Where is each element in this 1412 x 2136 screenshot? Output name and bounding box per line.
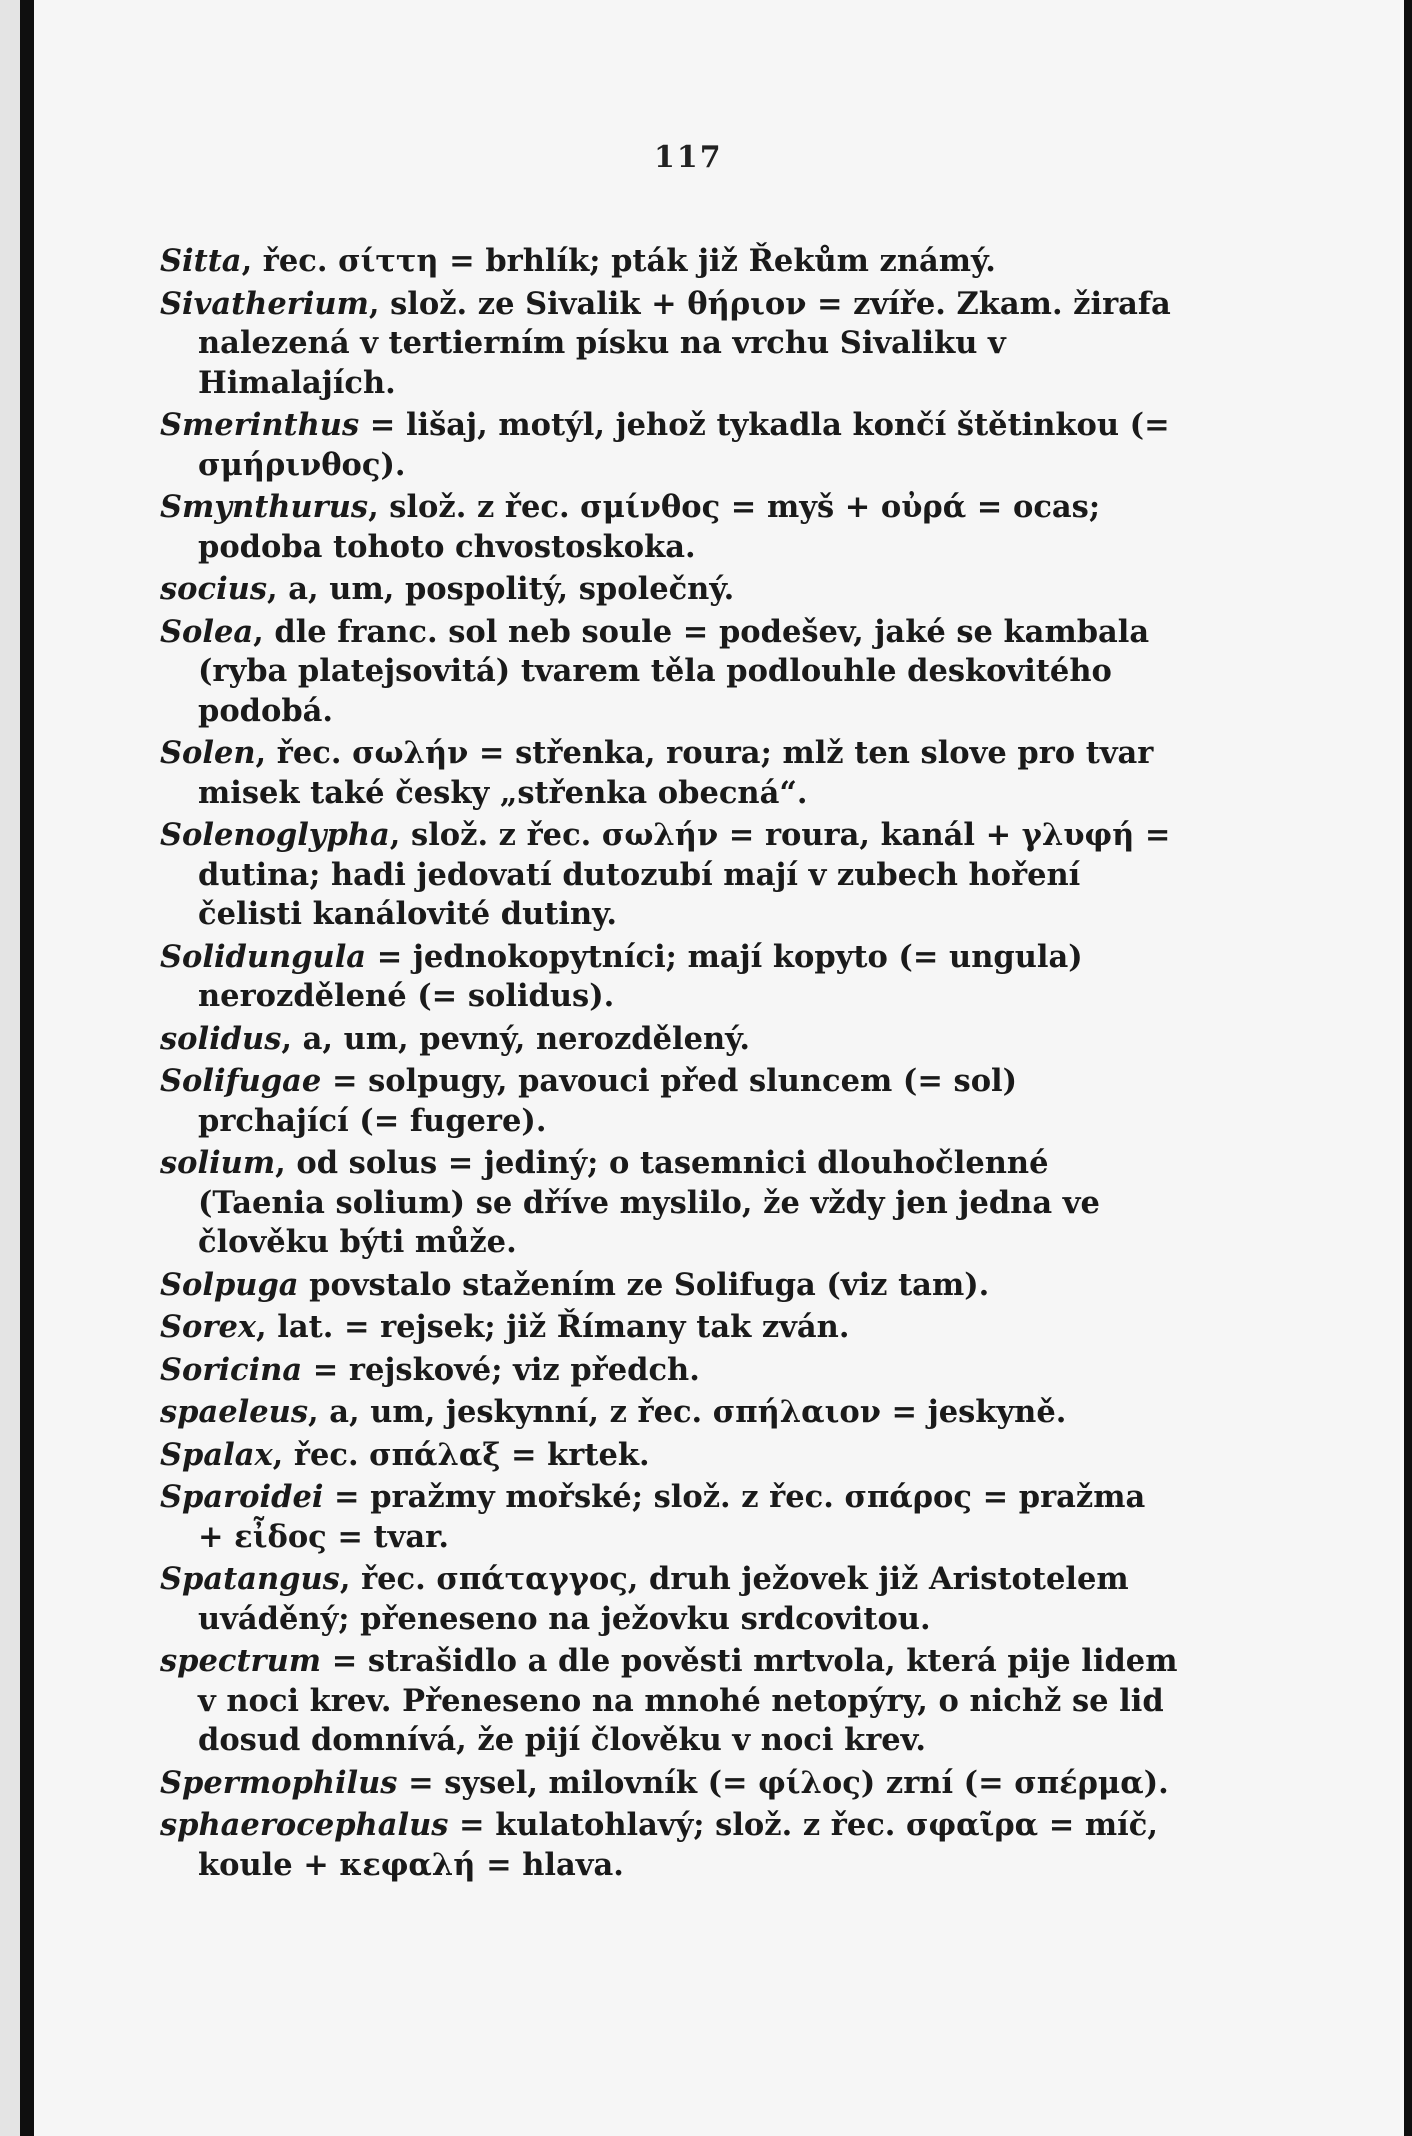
entry-term: sphaerocephalus — [160, 1807, 449, 1843]
entry-definition: = pražmy mořské; slož. z řec. σπάρος = pražma + εἶδος = tvar. — [198, 1479, 1146, 1555]
entry-definition: , a, um, jeskynní, z řec. σπήλαιον = jeskyně. — [308, 1394, 1067, 1430]
entry-term: spaeleus — [160, 1394, 309, 1430]
entry-definition: , dle franc. sol neb soule = podešev, jaké se kambala (ryba platejsovitá) tvarem těla podlouhle deskovitého podobá. — [198, 613, 1150, 729]
glossary-entry — [160, 1144, 1178, 1263]
entry-definition: , slož. ze Sivalik + θήριον = zvíře. Zkam. žirafa nalezená v tertierním písku na vrchu Sivaliku v Himalajích. — [198, 285, 1171, 401]
entry-term: solium — [160, 1145, 276, 1181]
entry-term: Sorex — [160, 1309, 257, 1345]
entry-definition: , a, um, pospolitý, společný. — [267, 571, 735, 607]
glossary-entry — [160, 1308, 1178, 1348]
glossary-entry — [160, 242, 1178, 282]
entry-term: Sivatherium — [160, 285, 369, 322]
entry-term: Solea — [160, 613, 254, 650]
book-spine-edge — [0, 0, 20, 2136]
entry-definition: , lat. = rejsek; již Římany tak zván. — [256, 1309, 850, 1345]
entry-definition: = lišaj, motýl, jehož tykadla končí štětinkou (= σμήρινθος). — [198, 407, 1170, 483]
entry-term: Solidungula — [160, 938, 367, 975]
entry-term: Solen — [160, 735, 256, 771]
entry-definition: = strašidlo a dle pověsti mrtvola, která pije lidem v noci krev. Přeneseno na mnohé netopýry, o nichž se lid dosud domnívá, že pijí člověku v noci krev. — [198, 1643, 1178, 1758]
entry-term: Smynthurus — [160, 489, 369, 525]
glossary-entry — [160, 1806, 1178, 1885]
entry-term: Solifugae — [160, 1063, 322, 1099]
entry-definition: , řec. σπάλαξ = krtek. — [272, 1436, 650, 1473]
entry-definition: , od solus = jediný; o tasemnici dlouhočlenné (Taenia solium) se dříve myslilo, že vždy jen jedna ve člověku býti může. — [198, 1145, 1100, 1260]
entry-term: Spermophilus — [160, 1764, 398, 1801]
entry-term: Sitta — [160, 243, 242, 279]
entry-definition: , řec. σωλήν = střenka, roura; mlž ten slove pro tvar misek také česky „střenka obecná“. — [198, 735, 1154, 811]
entry-term: Spatangus — [160, 1561, 340, 1597]
glossary-entry — [160, 1351, 1178, 1391]
entry-definition: = rejskové; viz předch. — [302, 1351, 700, 1388]
entry-term: spectrum — [160, 1643, 322, 1679]
glossary-entry — [160, 1642, 1178, 1761]
glossary-entry — [160, 816, 1178, 935]
glossary-entry — [160, 613, 1178, 732]
entry-term: socius — [160, 571, 268, 607]
glossary-entry — [160, 570, 1178, 610]
entry-definition: povstalo stažením ze Solifuga (viz tam). — [298, 1266, 990, 1303]
glossary-entry — [160, 1020, 1178, 1060]
entry-definition: , slož. z řec. σωλήν = roura, kanál + γλυφή = dutina; hadi jedovatí dutozubí mají v zubech hoření čelisti kanálovité dutiny. — [198, 817, 1171, 932]
glossary-entry — [160, 1393, 1178, 1433]
book-page — [34, 0, 1404, 2136]
page-number: 117 — [654, 140, 723, 175]
entry-definition: = solpugy, pavouci před sluncem (= sol) prchající (= fugere). — [198, 1063, 1018, 1139]
entry-term: Smerinthus — [160, 407, 360, 443]
glossary-entry — [160, 285, 1178, 404]
entry-definition: = jednokopytníci; mají kopyto (= ungula) nerozdělené (= solidus). — [198, 938, 1083, 1014]
glossary-entry — [160, 938, 1178, 1017]
entry-definition: = kulatohlavý; slož. z řec. σφαῖρα = míč, koule + κεφαλή = hlava. — [198, 1807, 1158, 1883]
entry-term: Soricina — [160, 1351, 303, 1388]
glossary-entry — [160, 1266, 1178, 1306]
glossary-entry — [160, 1560, 1178, 1639]
entry-definition: , slož. z řec. σμίνθος = myš + οὐρά = ocas; podoba tohoto chvostoskoka. — [198, 489, 1101, 565]
glossary-entry — [160, 406, 1178, 485]
entry-definition: = sysel, milovník (= φίλος) zrní (= σπέρμα). — [397, 1764, 1169, 1801]
entry-term: Sparoidei — [160, 1479, 324, 1515]
glossary-entry — [160, 1478, 1178, 1557]
entry-term: Solenoglypha — [160, 817, 390, 853]
glossary-entry — [160, 1436, 1178, 1476]
entry-term: Spalax — [160, 1436, 273, 1473]
glossary-entries — [160, 242, 1178, 1888]
glossary-entry — [160, 734, 1178, 813]
glossary-entry — [160, 1764, 1178, 1804]
entry-definition: , řec. σπάταγγος, druh ježovek již Aristotelem uváděný; přeneseno na ježovku srdcovitou. — [198, 1561, 1129, 1637]
glossary-entry — [160, 488, 1178, 567]
entry-term: Solpuga — [160, 1266, 299, 1303]
glossary-entry — [160, 1062, 1178, 1141]
entry-definition: , řec. σίττη = brhlík; pták již Řekům známý. — [241, 243, 996, 279]
entry-term: solidus — [160, 1020, 282, 1057]
entry-definition: , a, um, pevný, nerozdělený. — [281, 1020, 751, 1057]
